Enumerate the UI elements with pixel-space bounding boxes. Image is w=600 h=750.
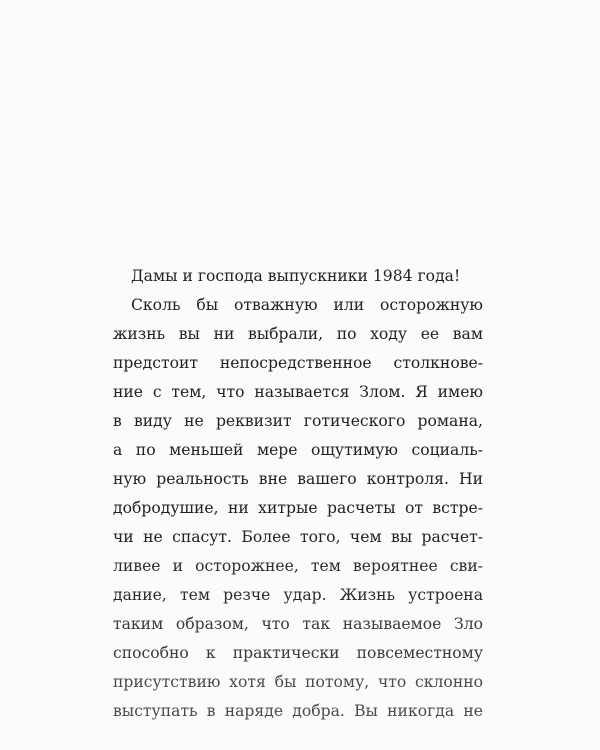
text-line-salutation: Дамы и господа выпускники 1984 года! — [131, 267, 461, 285]
text-line: ние с тем, что называется Злом. Я имею — [113, 383, 483, 401]
text-line: таким образом, что так называемое Зло — [113, 615, 483, 633]
text-line: предстоит непосредственное столкнове- — [113, 354, 483, 372]
text-line: Сколь бы отважную или осторожную — [131, 296, 483, 314]
text-line: дание, тем резче удар. Жизнь устроена — [113, 586, 483, 604]
text-line: ливее и осторожнее, тем вероятнее сви- — [113, 557, 483, 575]
text-line: ную реальность вне вашего контроля. Ни — [113, 470, 483, 488]
text-line: в виду не реквизит готического романа, — [113, 412, 483, 430]
text-line: чи не спасут. Более того, чем вы расчет- — [113, 528, 483, 546]
text-line: присутствию хотя бы потому, что склонно — [113, 673, 483, 691]
text-line: жизнь вы ни выбрали, по ходу ее вам — [113, 325, 483, 343]
text-line: способно к практически повсеместному — [113, 644, 483, 662]
text-line: а по меньшей мере ощутимую социаль- — [113, 441, 483, 459]
body-text — [113, 262, 483, 726]
text-line: выступать в наряде добра. Вы никогда не — [113, 702, 483, 720]
text-line: добродушие, ни хитрые расчеты от встре- — [113, 499, 483, 517]
